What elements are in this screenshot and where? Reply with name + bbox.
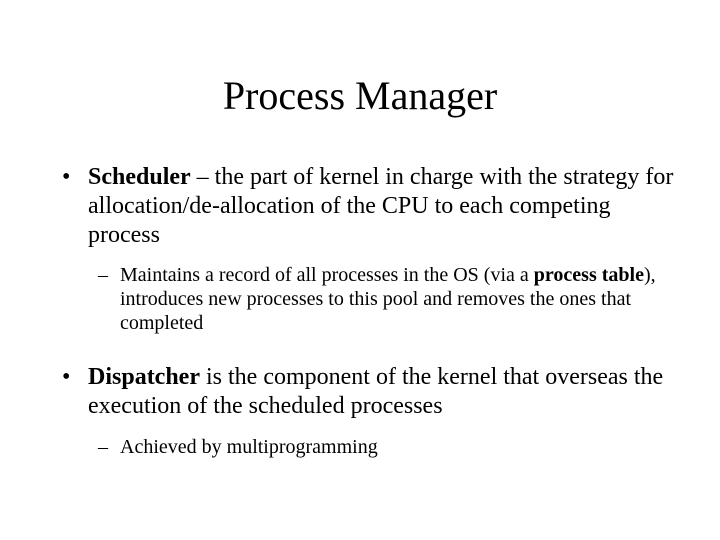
- dash-icon: –: [98, 264, 108, 286]
- bullet-icon: •: [62, 164, 71, 190]
- dash-icon: –: [98, 436, 108, 458]
- sub-bullet-multiprogramming: [98, 435, 680, 459]
- bullet-text: is the component of the kernel that overseas the execution of the scheduled processes: [88, 364, 664, 419]
- sub-text: Achieved by multiprogramming: [120, 436, 378, 458]
- bullet-scheduler: [62, 163, 688, 250]
- term: Scheduler: [88, 164, 191, 190]
- bullet-icon: •: [62, 364, 71, 390]
- sub-text: ), introduces new processes to this pool and removes the ones that completed: [120, 264, 656, 334]
- sub-text: Maintains a record of all processes in the OS (via a: [120, 264, 534, 286]
- bullet-dispatcher: [62, 363, 688, 421]
- term: process table: [533, 264, 644, 286]
- slide-title: Process Manager: [222, 73, 498, 118]
- sub-bullet-process-table: [98, 263, 680, 335]
- bullet-text: – the part of kernel in charge with the strategy for allocation/de-allocation of the CPU to each competing process: [88, 164, 674, 248]
- term: Dispatcher: [88, 364, 200, 390]
